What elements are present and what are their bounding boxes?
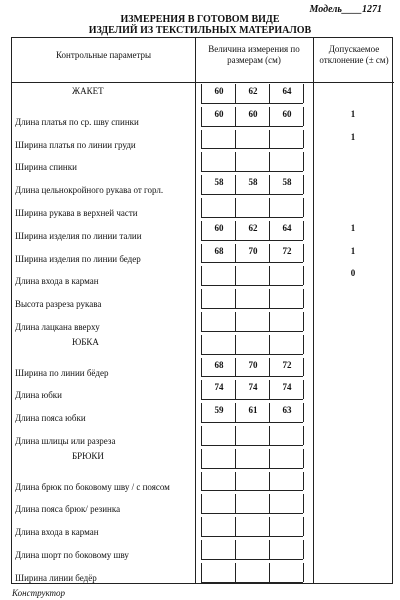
table-row <box>12 266 394 289</box>
cell-divider <box>269 335 270 354</box>
cell-divider <box>303 472 304 491</box>
parameter-label: Ширина линии бедёр <box>15 572 97 583</box>
cell-divider <box>201 445 303 446</box>
cell-divider <box>303 563 304 582</box>
parameter-label: Длина шорт по боковому шву <box>15 550 129 560</box>
section-row <box>12 84 394 107</box>
size-value: 62 <box>248 222 258 233</box>
size-value: 74 <box>282 382 292 393</box>
cell-divider <box>269 426 270 445</box>
section-label: ЮБКА <box>72 336 99 347</box>
size-value: 60 <box>214 222 224 233</box>
tolerance-value: 1 <box>350 108 356 119</box>
section-label: ЖАКЕТ <box>72 86 104 96</box>
cell-divider <box>235 266 236 285</box>
constructor-label: Конструктор <box>12 588 66 598</box>
cell-divider <box>201 490 303 491</box>
parameter-label: Длина юбки <box>15 390 62 401</box>
cell-divider <box>201 152 202 171</box>
cell-divider <box>201 422 303 423</box>
cell-divider <box>201 517 202 536</box>
cell-divider <box>201 426 202 445</box>
cell-divider <box>235 380 236 399</box>
cell-divider <box>303 312 304 331</box>
tolerance-value: 1 <box>350 245 356 256</box>
header-values: Величина измерения по размерам (см) <box>208 44 300 65</box>
cell-divider <box>201 513 303 514</box>
cell-divider <box>201 540 202 559</box>
size-value: 70 <box>248 359 258 370</box>
size-value: 70 <box>248 245 258 256</box>
cell-divider <box>235 130 236 149</box>
size-value: 60 <box>282 108 292 119</box>
cell-divider <box>201 217 303 218</box>
size-value: 74 <box>214 382 224 393</box>
table-row <box>12 472 394 495</box>
cell-divider <box>303 198 304 217</box>
title-line-1: ИЗМЕРЕНИЯ В ГОТОВОМ ВИДЕ <box>120 14 280 25</box>
cell-divider <box>303 221 304 240</box>
cell-divider <box>269 221 270 240</box>
parameter-label: Длина шлицы или разреза <box>15 436 116 446</box>
cell-divider <box>235 472 236 491</box>
cell-divider <box>201 107 202 126</box>
cell-divider <box>303 403 304 422</box>
size-value: 58 <box>282 177 292 188</box>
cell-divider <box>201 198 202 217</box>
table-row <box>12 403 394 426</box>
cell-divider <box>269 449 270 468</box>
cell-divider <box>201 148 303 149</box>
parameter-label: Длина платья по ср. шву спинки <box>15 116 139 127</box>
parameter-label: Ширина изделия по линии талии <box>15 230 142 241</box>
cell-divider <box>235 540 236 559</box>
size-value: 64 <box>282 86 292 96</box>
cell-divider <box>235 152 236 171</box>
cell-divider <box>201 472 202 491</box>
parameter-label: Ширина спинки <box>15 162 77 173</box>
cell-divider <box>201 285 303 286</box>
cell-divider <box>201 449 202 468</box>
size-value: 58 <box>248 177 258 188</box>
parameter-label: Длина лацкана вверху <box>15 322 100 332</box>
cell-divider <box>303 130 304 149</box>
cell-divider <box>235 426 236 445</box>
cell-divider <box>201 289 202 308</box>
cell-divider <box>235 312 236 331</box>
cell-divider <box>269 380 270 399</box>
size-value: 63 <box>282 405 292 416</box>
cell-divider <box>235 449 236 468</box>
measurement-table <box>11 37 393 584</box>
cell-divider <box>303 517 304 536</box>
cell-divider <box>201 468 303 469</box>
cell-divider <box>303 84 304 103</box>
parameter-label: Высота разреза рукава <box>15 299 102 310</box>
tolerance-value: 1 <box>350 131 356 142</box>
cell-divider <box>201 194 303 195</box>
table-row <box>12 175 394 198</box>
cell-divider <box>201 312 202 331</box>
cell-divider <box>201 240 303 241</box>
table-row <box>12 312 394 335</box>
cell-divider <box>235 107 236 126</box>
size-value: 64 <box>282 222 292 233</box>
table-row <box>12 130 394 153</box>
header-tolerance: Допускаемое отклонение (± см) <box>319 44 389 65</box>
cell-divider <box>201 266 202 285</box>
cell-divider <box>269 472 270 491</box>
header-parameters: Контрольные параметры <box>55 50 152 60</box>
size-value: 72 <box>282 359 292 370</box>
cell-divider <box>201 494 202 513</box>
tolerance-value: 1 <box>350 222 356 233</box>
table-row <box>12 494 394 517</box>
table-row <box>12 380 394 403</box>
size-value: 60 <box>214 108 224 119</box>
cell-divider <box>303 449 304 468</box>
table-row <box>12 244 394 267</box>
table-row <box>12 563 394 586</box>
cell-divider <box>303 289 304 308</box>
cell-divider <box>303 266 304 285</box>
cell-divider <box>201 403 202 422</box>
cell-divider <box>201 536 303 537</box>
cell-divider <box>201 126 303 127</box>
cell-divider <box>201 335 202 354</box>
title-line-2: ИЗДЕЛИЙ ИЗ ТЕКСТИЛЬНЫХ МАТЕРИАЛОВ <box>88 25 312 36</box>
cell-divider <box>269 358 270 377</box>
table-row <box>12 540 394 563</box>
cell-divider <box>201 171 303 172</box>
cell-divider <box>201 399 303 400</box>
cell-divider <box>235 198 236 217</box>
cell-divider <box>269 266 270 285</box>
cell-divider <box>201 175 202 194</box>
parameter-label: Ширина рукава в верхней части <box>15 208 138 218</box>
cell-divider <box>201 308 303 309</box>
cell-divider <box>201 130 202 149</box>
cell-divider <box>269 312 270 331</box>
cell-divider <box>303 335 304 354</box>
parameter-label: Ширина изделия по линии бедер <box>15 253 141 264</box>
cell-divider <box>303 426 304 445</box>
cell-divider <box>235 175 236 194</box>
table-row <box>12 426 394 449</box>
parameter-label: Длина брюк по боковому шву / с поясом <box>15 481 170 492</box>
cell-divider <box>201 221 202 240</box>
cell-divider <box>269 494 270 513</box>
parameter-label: Длина пояса юбки <box>15 413 86 424</box>
table-row <box>12 517 394 540</box>
cell-divider <box>201 380 202 399</box>
cell-divider <box>201 358 202 377</box>
parameter-label: Длина входа в карман <box>15 527 99 538</box>
cell-divider <box>303 494 304 513</box>
table-row <box>12 358 394 381</box>
cell-divider <box>201 84 202 103</box>
document-title <box>0 14 400 36</box>
cell-divider <box>269 152 270 171</box>
table-row <box>12 107 394 130</box>
cell-divider <box>303 380 304 399</box>
table-row <box>12 152 394 175</box>
cell-divider <box>235 403 236 422</box>
table-row <box>12 198 394 221</box>
cell-divider <box>235 358 236 377</box>
cell-divider <box>235 335 236 354</box>
cell-divider <box>235 494 236 513</box>
cell-divider <box>269 175 270 194</box>
cell-divider <box>201 376 303 377</box>
table-row <box>12 289 394 312</box>
cell-divider <box>269 540 270 559</box>
cell-divider <box>303 107 304 126</box>
cell-divider <box>303 175 304 194</box>
cell-divider <box>201 262 303 263</box>
parameter-label: Длина цельнокройного рукава от горл. <box>15 185 164 196</box>
cell-divider <box>269 198 270 217</box>
cell-divider <box>201 331 303 332</box>
tolerance-value: 0 <box>350 268 356 279</box>
size-value: 59 <box>214 405 224 416</box>
size-value: 60 <box>248 108 258 119</box>
parameter-label: Длина пояса брюк/ резинка <box>15 504 121 515</box>
header-divider <box>12 82 394 83</box>
section-row <box>12 335 394 358</box>
cell-divider <box>201 103 303 104</box>
cell-divider <box>235 517 236 536</box>
cell-divider <box>269 84 270 103</box>
cell-divider <box>269 130 270 149</box>
cell-divider <box>303 540 304 559</box>
size-value: 74 <box>248 382 258 393</box>
cell-divider <box>269 107 270 126</box>
cell-divider <box>201 582 303 583</box>
size-value: 68 <box>214 245 224 256</box>
cell-divider <box>235 221 236 240</box>
cell-divider <box>201 563 202 582</box>
cell-divider <box>235 84 236 103</box>
section-label: БРЮКИ <box>72 450 104 461</box>
size-value: 60 <box>214 86 224 96</box>
cell-divider <box>201 354 303 355</box>
cell-divider <box>303 358 304 377</box>
cell-divider <box>303 244 304 263</box>
size-value: 61 <box>248 405 258 416</box>
parameter-label: Ширина по линии бёдер <box>15 367 109 378</box>
size-value: 62 <box>248 86 258 96</box>
size-value: 58 <box>214 177 224 188</box>
cell-divider <box>235 563 236 582</box>
model-number: Модель____1271 <box>309 4 382 15</box>
cell-divider <box>201 244 202 263</box>
cell-divider <box>235 244 236 263</box>
cell-divider <box>269 403 270 422</box>
parameter-label: Ширина платья по линии груди <box>15 139 136 150</box>
cell-divider <box>235 289 236 308</box>
cell-divider <box>303 152 304 171</box>
cell-divider <box>269 289 270 308</box>
cell-divider <box>269 563 270 582</box>
cell-divider <box>269 244 270 263</box>
cell-divider <box>269 517 270 536</box>
cell-divider <box>201 559 303 560</box>
parameter-label: Длина входа в карман <box>15 276 99 287</box>
size-value: 68 <box>214 359 224 370</box>
table-row <box>12 221 394 244</box>
section-row <box>12 449 394 472</box>
size-value: 72 <box>282 245 292 256</box>
